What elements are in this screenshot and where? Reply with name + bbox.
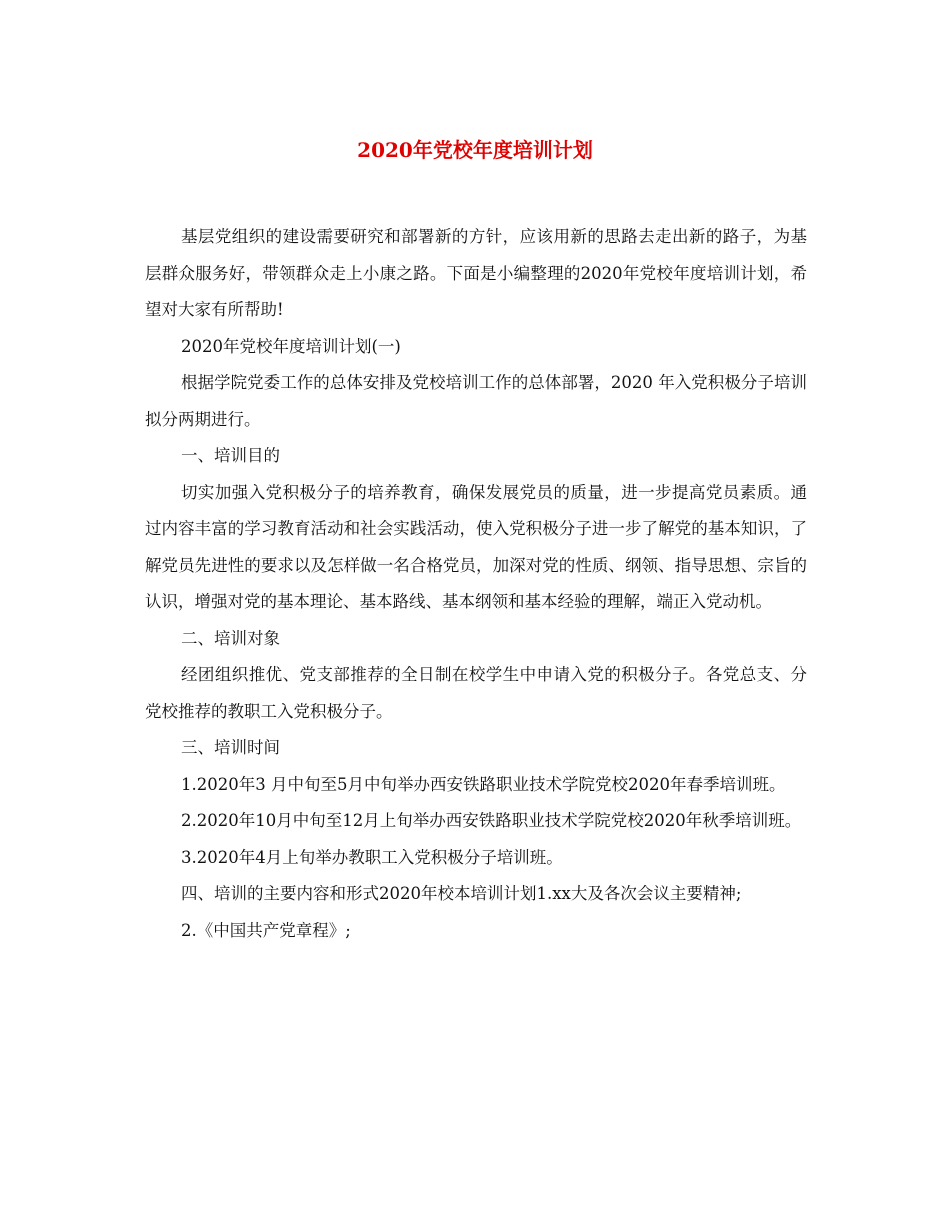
list-item-time-1: 1.2020年3 月中旬至5月中旬举办西安铁路职业技术学院党校2020年春季培训班。 — [181, 774, 786, 794]
list-item-time-3: 3.2020年4月上旬举办教职工入党积极分子培训班。 — [181, 847, 563, 867]
paragraph-plan-heading: 2020年党校年度培训计划(一) — [181, 336, 401, 356]
paragraph-purpose: 切实加强入党积极分子的培养教育，确保发展党员的质量，进一步提高党员素质。通过内容丰富的学习教育活动和社会实践活动，使入党积极分子进一步了解党的基本知识，了解党员先进性的要求以及怎样做一名合格党员，加深对党的性质、纲领、指导思想、宗旨的认识，增强对党的基本理论、基本路线、基本纲领和基本经验的理解，端正入党动机。 — [145, 482, 807, 611]
section-heading-purpose: 一、培训目的 — [181, 446, 280, 465]
section-heading-time: 三、培训时间 — [181, 738, 280, 757]
section-heading-content: 四、培训的主要内容和形式2020年校本培训计划1.xx大及各次会议主要精神; — [181, 884, 742, 903]
paragraph-target: 经团组织推优、党支部推荐的全日制在校学生中申请入党的积极分子。各党总支、分党校推荐的教职工入党积极分子。 — [145, 665, 807, 721]
list-item-time-2: 2.2020年10月中旬至12月上旬举办西安铁路职业技术学院党校2020年秋季培训班。 — [181, 811, 802, 830]
paragraph-overview: 根据学院党委工作的总体安排及党校培训工作的总体部署，2020 年入党积极分子培训拟分两期进行。 — [145, 373, 807, 429]
paragraph-intro: 基层党组织的建设需要研究和部署新的方针，应该用新的思路去走出新的路子，为基层群众服务好，带领群众走上小康之路。下面是小编整理的2020年党校年度培训计划，希望对大家有所帮助! — [145, 227, 807, 319]
list-item-content-2: 2.《中国共产党章程》; — [181, 920, 351, 940]
document-title: 2020年党校年度培训计划 — [357, 138, 593, 162]
document-body — [145, 219, 807, 949]
section-heading-target: 二、培训对象 — [181, 628, 280, 648]
